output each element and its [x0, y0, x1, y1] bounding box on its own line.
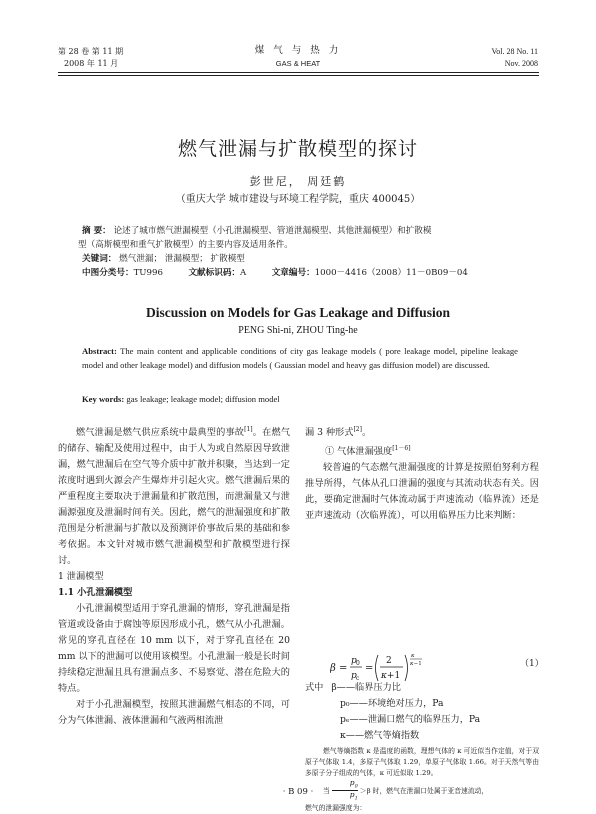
pore-model-forms-paragraph: 对于小孔泄漏模型，按照其泄漏燃气相态的不同，可分为气体泄漏、液体泄漏和气液两相流泄	[58, 699, 290, 727]
section-1-heading: 1 泄漏模型	[58, 571, 104, 583]
citation-1-6: [1－6]	[392, 445, 411, 453]
def-beta: β——临界压力比	[331, 682, 401, 693]
def-kappa: κ——燃气等熵指数	[340, 730, 420, 741]
section-1-1-heading: 1.1 小孔泄漏模型	[58, 587, 133, 599]
abstract-en-text: The main content and applicable conditions of city gas leakage models ( pore leakage model, pipeline leakage model and other leakage model) and diffusion models ( Gaussian model and heavy gas diffusion model) are discussed.	[82, 346, 518, 370]
leak-intensity-lead: 燃气的泄漏强度为：	[305, 803, 367, 812]
header-date-en: Nov. 2008	[504, 59, 538, 68]
svg-text:p: p	[351, 671, 357, 681]
isentropic-index-paragraph: 燃气等熵指数 κ 是温度的函数，理想气体的 κ 可近似当作定值，对于双原子气体取 1.4，多原子气体取 1.29，单原子气体取 1.66。对于天然气等由多原子分子组成的气体，κ 可近似取 1.29。	[305, 747, 539, 777]
svg-text:c: c	[356, 675, 360, 682]
subsonic-condition-line: 当 $\frac{p_0}{p_1}$ ＞β 时，燃气在泄漏口处属于亚音速流动，	[323, 777, 489, 802]
keywords-en-label: Key words:	[82, 394, 125, 404]
header-journal-en: GAS & HEAT	[275, 59, 321, 68]
header-date-cn: 2008 年 11 月	[64, 59, 119, 68]
abstract-cn	[78, 224, 522, 280]
doc-code-value: A	[240, 268, 247, 278]
article-number-value: 1000－4416（2008）11－0B09－04	[314, 268, 468, 278]
svg-text:=: =	[365, 663, 374, 674]
svg-text:κ: κ	[411, 653, 415, 659]
header-journal-cn: 煤 气 与 热 力	[254, 45, 342, 56]
svg-text:0: 0	[356, 660, 360, 667]
abstract-en	[82, 344, 518, 372]
abstract-cn-text-2: 型（高斯模型和重气扩散模型）的主要内容及适用条件。	[78, 240, 293, 250]
paper-title-cn: 燃气泄漏与扩散模型的探讨	[177, 138, 418, 160]
authors-cn: 彭世尼， 周廷鹤	[249, 175, 347, 188]
right-column-bottom	[305, 746, 539, 814]
forms-line: 漏 3 种形式[2]。	[305, 426, 372, 439]
pore-model-paragraph: 小孔泄漏模型适用于穿孔泄漏的情形，穿孔泄漏是指管道或设备由于腐蚀等原因形成小孔，燃气从小孔泄漏。常见的穿孔直径在 10 mm 以下，对于穿孔直径在 20 mm 以下的泄漏可以使用该模型。小孔泄漏一般是长时间持续稳定泄漏且具有泄漏点多、不易察觉、潜在危险大的特点。	[58, 603, 290, 695]
authors-en: PENG Shi-ni, ZHOU Ting-he	[238, 325, 358, 336]
intro-paragraph: 燃气泄漏是燃气供应系统中最典型的事故[1]。在燃气的储存、输配及使用过程中，由于人为或自然原因导致泄漏，燃气泄漏后在空气等介质中扩散并积聚，当达到一定浓度时遇到火源会产生爆炸并引起火灾。燃气泄漏后果的严重程度主要取决于泄漏量和扩散范围，而泄漏量又与泄漏源强度及泄漏时间有关。因此，燃气的泄漏强度和扩散范围是分析泄漏与扩散以及预测评价事故后果的基础和参考依据。本文针对城市燃气泄漏模型和扩散模型进行探讨。	[58, 426, 291, 567]
affiliation-cn: （重庆大学 城市建设与环境工程学院，重庆 400045）	[175, 194, 421, 205]
abstract-en-label: Abstract:	[82, 346, 117, 356]
right-column-top	[305, 422, 539, 524]
citation-1: [1]	[244, 426, 253, 433]
left-column	[58, 422, 290, 729]
svg-text:=: =	[339, 663, 348, 674]
citation-2: [2]	[353, 426, 362, 433]
svg-text:β: β	[330, 663, 336, 674]
svg-text:p: p	[351, 656, 357, 666]
header-rule-bottom	[58, 75, 539, 76]
abstract-cn-text-1: 论述了城市燃气泄漏模型（小孔泄漏模型、管道泄漏模型、其他泄漏模型）和扩散模	[113, 226, 432, 236]
svg-text:2: 2	[386, 656, 392, 666]
def-p0: p₀——环境绝对压力，Pa	[340, 698, 444, 709]
keywords-en: gas leakage; leakage model; diffusion model	[126, 394, 280, 404]
header-volume-en: Vol. 28 No. 11	[491, 47, 538, 56]
keywords-cn: 燃气泄漏； 泄漏模型； 扩散模型	[119, 254, 245, 264]
svg-text:κ+1: κ+1	[381, 671, 401, 681]
doc-code-label: 文献标识码：	[188, 268, 241, 278]
clc-value: TU996	[133, 268, 163, 278]
variable-definitions	[305, 680, 539, 744]
svg-text:κ−1: κ−1	[410, 661, 422, 667]
keywords-en-line	[82, 392, 518, 406]
abstract-cn-label: 摘 要：	[82, 226, 111, 236]
gas-leak-subheading: ① 气体泄漏强度[1－6]	[325, 445, 411, 458]
paper-title-en: Discussion on Models for Gas Leakage and Diffusion	[146, 305, 450, 320]
def-pc: pₑ——泄漏口燃气的临界压力，Pa	[340, 714, 481, 725]
pressure-ratio-fraction: $\frac{p_0}{p_1}$	[332, 779, 358, 803]
where-label: 式中	[305, 682, 324, 693]
clc-label: 中图分类号：	[82, 268, 134, 278]
article-number-label: 文章编号：	[271, 268, 315, 278]
header-rule-top	[58, 72, 539, 73]
header-volume-cn: 第 28 卷 第 11 期	[58, 47, 124, 56]
critical-ratio-paragraph: 较普遍的气态燃气泄漏强度的计算是按照伯努利方程推导所得，气体从孔口泄漏的强度与其流动状态有关。因此，要确定泄漏时气体流动属于声速流动（临界流）还是亚声速流动（次临界流），可以用临界压力比来判断：	[305, 462, 539, 522]
page-number: · B 09 ·	[282, 787, 314, 797]
keywords-cn-label: 关键词：	[82, 254, 117, 264]
equation-1-number: （1）	[520, 659, 544, 669]
